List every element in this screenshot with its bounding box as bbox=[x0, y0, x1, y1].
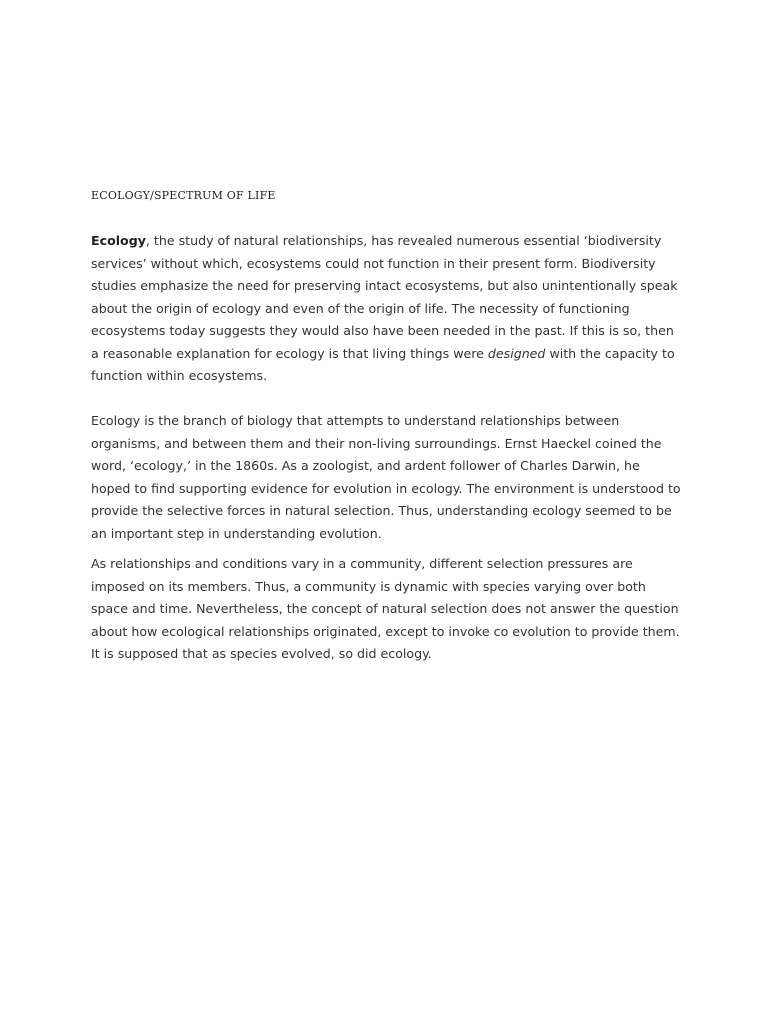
document-title: ECOLOGY/SPECTRUM OF LIFE bbox=[91, 189, 276, 202]
emphasized-word: designed bbox=[487, 345, 546, 361]
paragraph-text-end: with the capacity to function within ecosystems. bbox=[91, 345, 675, 383]
paragraph-ecology-history: Ecology is the branch of biology that attempts to understand relationships between organisms, and between them and their non-living surroundings. Ernst Haeckel coined the word, ‘ecology,’ in the 1860s. As a zoologist, and ardent follower of Charles Darwin, he hoped to find supporting evidence for evolution in ecology. The environment is understood to provide the selective forces in natural selection. Thus, understanding ecology seemed to be an important step in understanding evolution. bbox=[91, 413, 681, 541]
paragraph-ecology-definition bbox=[91, 230, 681, 388]
paragraph-community-dynamics: As relationships and conditions vary in a community, different selection pressures are imposed on its members. Thus, a community is dynamic with species varying over both space and time. Nevertheless, the concept of natural selection does not answer the question about how ecological relationships originated, except to invoke co evolution to provide them. It is supposed that as species evolved, so did ecology. bbox=[91, 556, 680, 661]
paragraph-text: , the study of natural relationships, has revealed numerous essential ‘biodiversity services’ without which, ecosystems could not function in their present form. Biodiversity studies emphasize the need for preserving intact ecosystems, but also unintentionally speak about the origin of ecology and even of the origin of life. The necessity of functioning ecosystems today suggests they would also have been needed in the past. If this is so, then a reasonable explanation for ecology is that living things were bbox=[91, 233, 678, 361]
lead-term: Ecology bbox=[91, 233, 146, 248]
